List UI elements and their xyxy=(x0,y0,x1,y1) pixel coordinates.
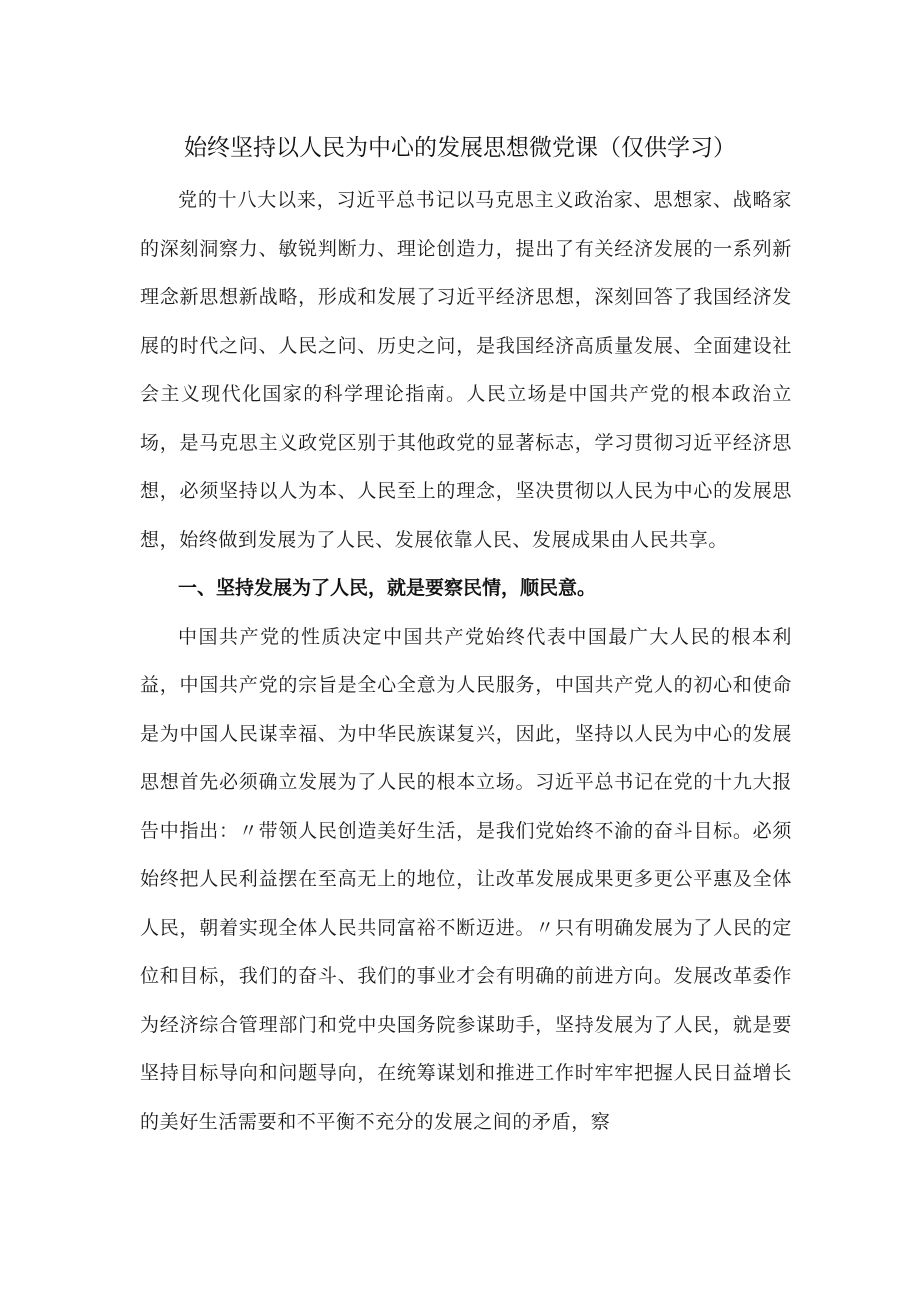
section-1-paragraph: 中国共产党的性质决定中国共产党始终代表中国最广大人民的根本利益，中国共产党的宗旨是全心全意为人民服务，中国共产党人的初心和使命是为中国人民谋幸福、为中华民族谋复兴，因此，坚持以人民为中心的发展思想首先必须确立发展为了人民的根本立场。习近平总书记在党的十九大报告中指出：〃带领人民创造美好生活，是我们党始终不渝的奋斗目标。必须始终把人民利益摆在至高无上的地位，让改革发展成果更多更公平惠及全体人民，朝着实现全体人民共同富裕不断迈进。〃只有明确发展为了人民的定位和目标，我们的奋斗、我们的事业才会有明确的前进方向。发展改革委作为经济综合管理部门和党中央国务院参谋助手，坚持发展为了人民，就是要坚持目标导向和问题导向，在统筹谋划和推进工作时牢牢把握人民日益增长的美好生活需要和不平衡不充分的发展之间的矛盾，察 xyxy=(140,625,792,1133)
document-title: 始终坚持以人民为中心的发展思想微党课（仅供学习） xyxy=(184,135,736,161)
intro-paragraph: 党的十八大以来，习近平总书记以马克思主义政治家、思想家、战略家的深刻洞察力、敏锐判断力、理论创造力，提出了有关经济发展的一系列新理念新思想新战略，形成和发展了习近平经济思想，深刻回答了我国经济发展的时代之问、人民之问、历史之问，是我国经济高质量发展、全面建设社会主义现代化国家的科学理论指南。人民立场是中国共产党的根本政治立场，是马克思主义政党区别于其他政党的显著标志，学习贯彻习近平经济思想，必须坚持以人为本、人民至上的理念，坚决贯彻以人民为中心的发展思想，始终做到发展为了人民、发展依靠人民、发展成果由人民共享。 xyxy=(140,189,792,551)
document-body xyxy=(140,176,792,1146)
section-1-heading: 一、坚持发展为了人民，就是要察民情，顺民意。 xyxy=(178,577,597,599)
